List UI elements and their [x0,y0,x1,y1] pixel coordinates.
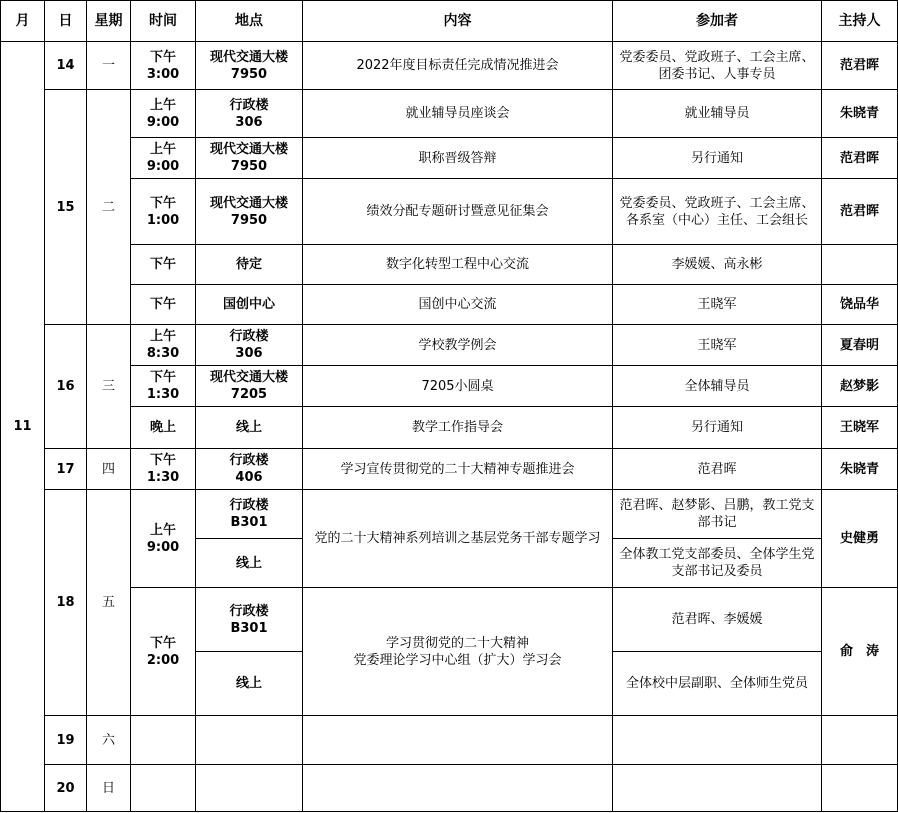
host-cell: 俞 涛 [822,588,898,716]
participants-cell: 全体教工党支部委员、全体学生党支部书记及委员 [613,539,822,588]
table-row [1,245,898,285]
place-cell: 行政楼 306 [196,325,303,366]
participants-cell: 范君晖、李媛媛 [613,588,822,652]
place-cell: 行政楼 306 [196,90,303,138]
time-cell: 上午 9:00 [131,138,196,179]
participants-cell: 另行通知 [613,138,822,179]
table-row [1,90,898,138]
participants-cell: 李媛媛、高永彬 [613,245,822,285]
day-cell: 18 [45,490,87,716]
participants-cell: 王晓军 [613,325,822,366]
participants-cell: 党委委员、党政班子、工会主席、团委书记、人事专员 [613,42,822,90]
empty-cell [196,765,303,812]
time-cell: 下午 [131,285,196,325]
host-cell: 范君晖 [822,179,898,245]
content-cell: 学习贯彻党的二十大精神 党委理论学习中心组（扩大）学习会 [303,588,613,716]
table-row [1,716,898,765]
content-cell: 学校教学例会 [303,325,613,366]
time-cell: 上午 9:00 [131,490,196,588]
empty-cell [303,716,613,765]
host-cell: 王晓军 [822,407,898,449]
empty-cell [131,716,196,765]
table-row [1,449,898,490]
time-cell: 下午 3:00 [131,42,196,90]
header-month: 月 [1,1,45,42]
place-cell: 行政楼 B301 [196,588,303,652]
day-cell: 16 [45,325,87,449]
content-cell: 7205小圆桌 [303,366,613,407]
participants-cell: 党委委员、党政班子、工会主席、各系室（中心）主任、工会组长 [613,179,822,245]
host-cell: 朱晓青 [822,90,898,138]
participants-cell: 全体校中层副职、全体师生党员 [613,652,822,716]
weekday-cell: 六 [87,716,131,765]
weekday-cell: 日 [87,765,131,812]
time-cell: 下午 [131,245,196,285]
empty-cell [303,765,613,812]
header-place: 地点 [196,1,303,42]
header-row [1,1,898,42]
content-cell: 就业辅导员座谈会 [303,90,613,138]
table-row [1,407,898,449]
participants-cell: 王晓军 [613,285,822,325]
day-cell: 14 [45,42,87,90]
weekday-cell: 二 [87,90,131,325]
empty-cell [196,716,303,765]
time-cell: 下午 1:30 [131,366,196,407]
time-cell: 下午 1:30 [131,449,196,490]
place-cell: 现代交通大楼 7950 [196,42,303,90]
content-cell: 国创中心交流 [303,285,613,325]
day-cell: 15 [45,90,87,325]
host-cell: 饶品华 [822,285,898,325]
host-cell: 夏春明 [822,325,898,366]
header-weekday: 星期 [87,1,131,42]
weekday-cell: 四 [87,449,131,490]
place-cell: 国创中心 [196,285,303,325]
table-row [1,490,898,539]
host-cell: 赵梦影 [822,366,898,407]
content-cell: 2022年度目标责任完成情况推进会 [303,42,613,90]
time-cell: 上午 9:00 [131,90,196,138]
participants-cell: 全体辅导员 [613,366,822,407]
day-cell: 17 [45,449,87,490]
header-content: 内容 [303,1,613,42]
empty-cell [613,716,822,765]
empty-cell [822,716,898,765]
content-cell: 党的二十大精神系列培训之基层党务干部专题学习 [303,490,613,588]
place-cell: 现代交通大楼 7950 [196,138,303,179]
time-cell: 下午 1:00 [131,179,196,245]
participants-cell: 另行通知 [613,407,822,449]
table-row [1,285,898,325]
host-cell: 史健勇 [822,490,898,588]
place-cell: 现代交通大楼 7950 [196,179,303,245]
time-cell: 下午 2:00 [131,588,196,716]
place-cell: 行政楼 B301 [196,490,303,539]
weekday-cell: 三 [87,325,131,449]
place-cell: 线上 [196,539,303,588]
content-cell: 绩效分配专题研讨暨意见征集会 [303,179,613,245]
participants-cell: 范君晖 [613,449,822,490]
header-day: 日 [45,1,87,42]
place-cell: 行政楼 406 [196,449,303,490]
header-time: 时间 [131,1,196,42]
host-cell: 范君晖 [822,138,898,179]
header-participants: 参加者 [613,1,822,42]
place-cell: 线上 [196,652,303,716]
empty-cell [613,765,822,812]
place-cell: 待定 [196,245,303,285]
host-cell [822,245,898,285]
empty-cell [822,765,898,812]
weekday-cell: 五 [87,490,131,716]
place-cell: 线上 [196,407,303,449]
host-cell: 朱晓青 [822,449,898,490]
header-host: 主持人 [822,1,898,42]
empty-cell [131,765,196,812]
place-cell: 现代交通大楼 7205 [196,366,303,407]
month-cell: 11 [1,42,45,812]
table-row [1,42,898,90]
content-cell: 教学工作指导会 [303,407,613,449]
time-cell: 上午 8:30 [131,325,196,366]
weekday-cell: 一 [87,42,131,90]
content-cell: 数字化转型工程中心交流 [303,245,613,285]
content-cell: 学习宣传贯彻党的二十大精神专题推进会 [303,449,613,490]
table-row [1,588,898,652]
table-row [1,325,898,366]
table-row [1,179,898,245]
table-row [1,765,898,812]
participants-cell: 范君晖、赵梦影、吕鹏，教工党支部书记 [613,490,822,539]
table-row [1,366,898,407]
day-cell: 20 [45,765,87,812]
host-cell: 范君晖 [822,42,898,90]
time-cell: 晚上 [131,407,196,449]
participants-cell: 就业辅导员 [613,90,822,138]
content-cell: 职称晋级答辩 [303,138,613,179]
table-row [1,138,898,179]
day-cell: 19 [45,716,87,765]
